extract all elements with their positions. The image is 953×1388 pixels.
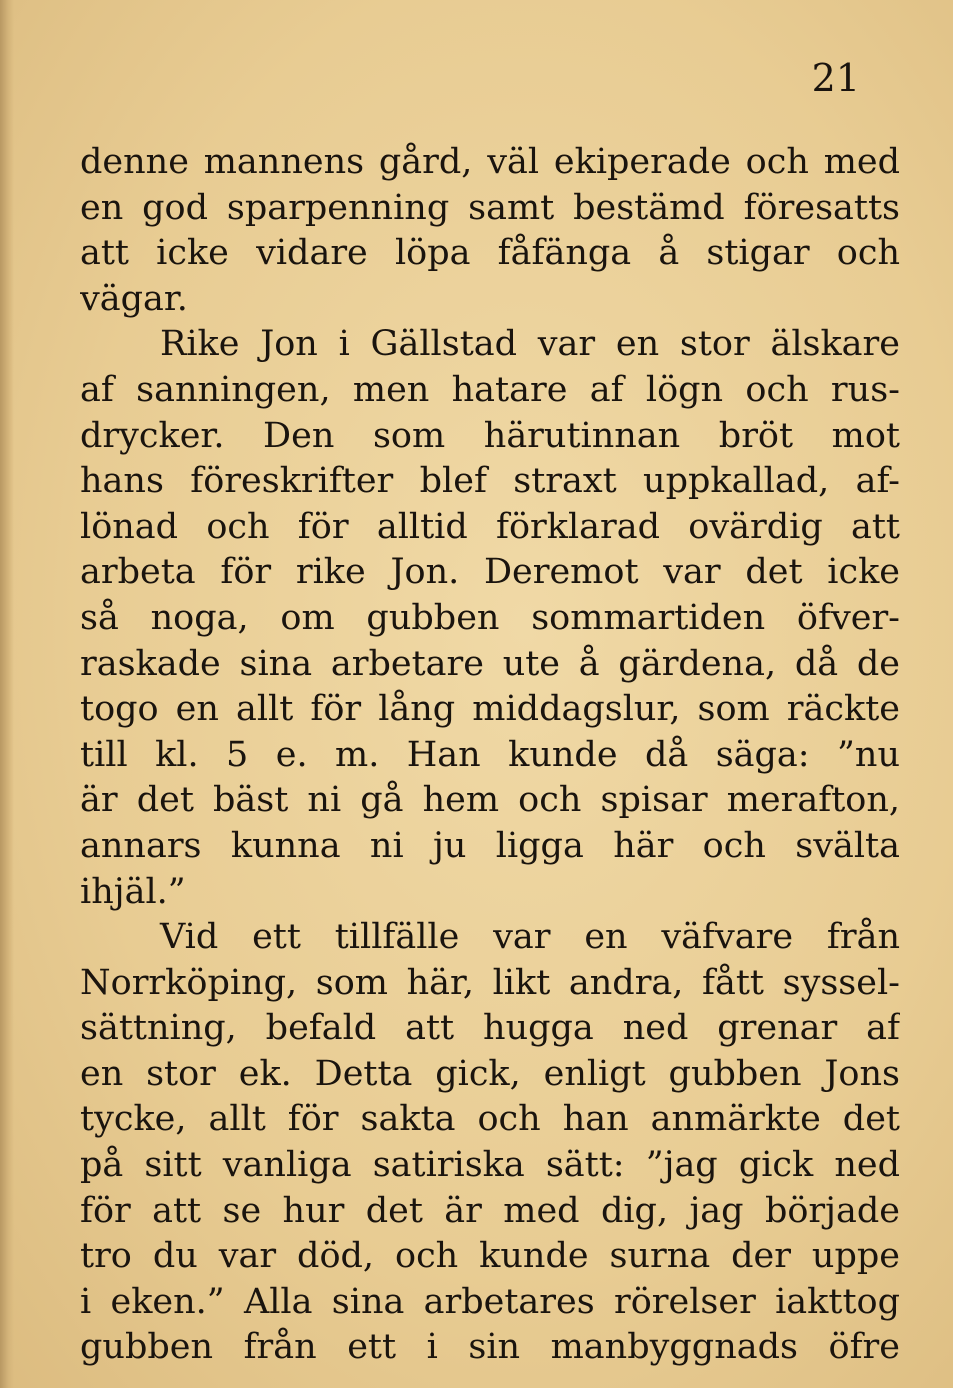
paragraph-start-line: Vid ett tillfälle var en väfvare från — [160, 917, 900, 958]
page-number: 21 — [811, 56, 860, 100]
text-line: ihjäl.” — [80, 871, 186, 912]
text-line: Norrköping, som här, likt andra, fått syssel- — [80, 962, 900, 1003]
text-line: i eken.” Alla sina arbetares rörelser iakttog — [80, 1281, 900, 1322]
text-line: är det bäst ni gå hem och spisar merafton, — [80, 780, 900, 821]
text-line: lönad och för alltid förklarad ovärdig att — [80, 506, 900, 547]
paragraph-start-line: Rike Jon i Gällstad var en stor älskare — [160, 324, 900, 365]
text-line: sättning, befald att hugga ned grenar af — [80, 1008, 900, 1049]
text-line: tro du var död, och kunde surna der uppe — [80, 1236, 900, 1277]
text-line: tycke, allt för sakta och han anmärkte det — [80, 1099, 900, 1140]
text-line: togo en allt för lång middagslur, som räckte — [80, 689, 900, 730]
text-line: af sanningen, men hatare af lögn och rus- — [80, 369, 900, 410]
text-line: arbeta för rike Jon. Deremot var det icke — [80, 552, 900, 593]
text-line: raskade sina arbetare ute å gärdena, då de — [80, 643, 900, 684]
body-text — [80, 140, 900, 1371]
text-line: till kl. 5 e. m. Han kunde då säga: ”nu — [80, 734, 900, 775]
text-line: annars kunna ni ju ligga här och svälta — [80, 825, 900, 866]
text-line: hans föreskrifter blef straxt uppkallad, af- — [80, 461, 900, 502]
text-line: drycker. Den som härutinnan bröt mot — [80, 415, 900, 456]
page-spine-edge — [0, 0, 14, 1388]
text-line: en stor ek. Detta gick, enligt gubben Jons — [80, 1053, 900, 1094]
text-line: en god sparpenning samt bestämd föresatts — [80, 187, 900, 228]
text-line: för att se hur det är med dig, jag började — [80, 1190, 900, 1231]
text-line: att icke vidare löpa fåfänga å stigar och — [80, 233, 900, 274]
text-line: vägar. — [80, 278, 188, 319]
text-line: gubben från ett i sin manbyggnads öfre — [80, 1327, 900, 1368]
text-line: på sitt vanliga satiriska sätt: ”jag gick ned — [80, 1145, 900, 1186]
text-line: denne mannens gård, väl ekiperade och med — [80, 142, 900, 182]
text-line: så noga, om gubben sommartiden öfver- — [80, 597, 900, 638]
